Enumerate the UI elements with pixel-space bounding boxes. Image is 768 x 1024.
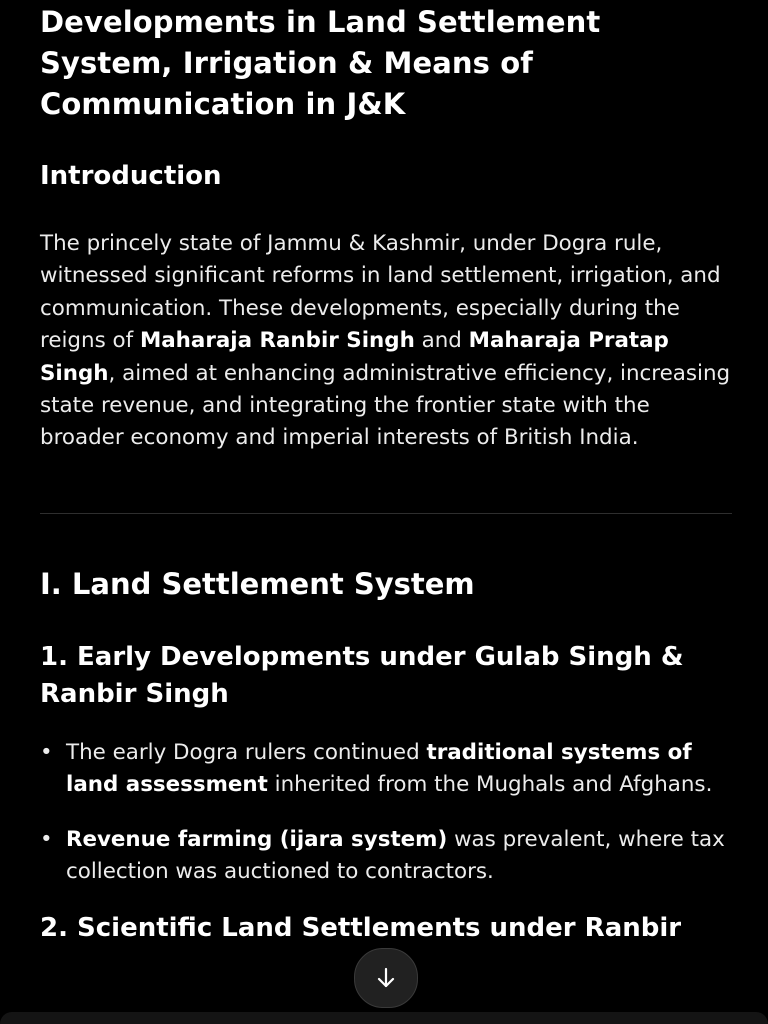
scroll-to-bottom-button[interactable] [354,948,418,1008]
bullet-dot: • [40,826,53,852]
section-divider [40,513,732,514]
list-item [40,824,732,889]
section-heading-land-settlement: I. Land Settlement System [40,566,475,601]
bullet-bold: Revenue farming (ijara system) [66,826,448,852]
introduction-heading: Introduction [40,161,222,191]
bullet-bold: traditional systems of land assessment [66,739,692,798]
list-item [40,737,732,802]
introduction-paragraph [40,228,732,455]
document-title: Developments in Land Settlement System, Irrigation & Means of Communication in J&K [40,5,601,121]
bullet-text-1: The early Dogra rulers continued [66,739,427,765]
bullet-list [40,737,732,889]
intro-text-3: , aimed at enhancing administrative efficiency, increasing state revenue, and integrating the frontier state with the broader economy and imperial interests of British India. [40,360,731,451]
bullet-text-2: was prevalent, where tax collection was auctioned to contractors. [66,826,725,885]
subsection-heading-scientific-settlements: 2. Scientific Land Settlements under Ranbir [40,913,682,944]
arrow-down-icon [375,966,397,990]
intro-text-2: and [414,328,469,354]
document-content [40,0,732,947]
bullet-dot: • [40,739,53,765]
intro-text-1: The princely state of Jammu & Kashmir, under Dogra rule, witnessed significant reforms in land settlement, irrigation, and communication. These developments, especially during the reigns of [40,231,721,354]
bottom-input-bar-edge [0,1012,768,1024]
intro-bold-ranbir: Maharaja Ranbir Singh [139,328,415,354]
intro-bold-pratap: Maharaja Pratap Singh [40,328,669,386]
subsection-heading-early-developments: 1. Early Developments under Gulab Singh & Ranbir Singh [40,641,684,709]
bullet-text-2: inherited from the Mughals and Afghans. [267,772,713,798]
